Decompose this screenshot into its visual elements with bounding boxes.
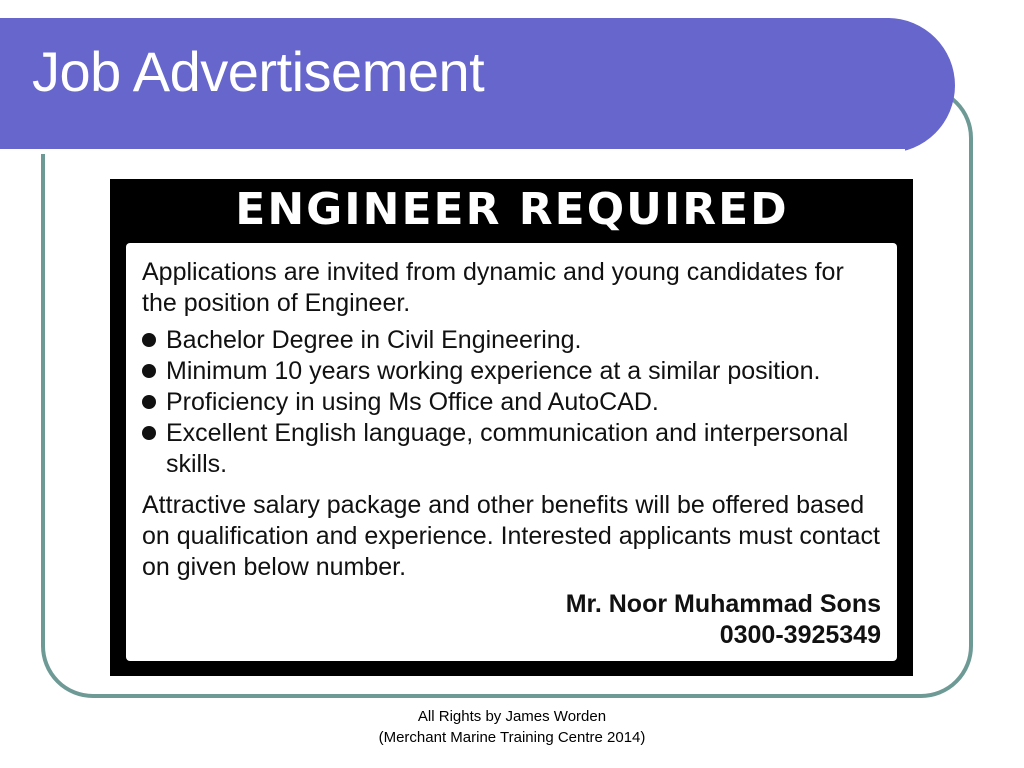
bullet-icon [142, 333, 156, 347]
slide-title: Job Advertisement [32, 40, 485, 103]
ad-body [126, 243, 897, 661]
bullet-icon [142, 395, 156, 409]
bullet-icon [142, 364, 156, 378]
requirement-text: Proficiency in using Ms Office and AutoCAD. [166, 388, 659, 416]
ad-headline: ENGINEER REQUIRED [235, 184, 789, 235]
contact-name: Mr. Noor Muhammad Sons [565, 590, 881, 618]
requirement-item [142, 418, 883, 480]
contact-block [566, 589, 881, 651]
footer-organization: (Merchant Marine Training Centre 2014) [378, 729, 646, 746]
requirement-item [142, 325, 883, 356]
contact-phone: 0300-3925349 [719, 621, 881, 649]
requirement-item [142, 356, 883, 387]
ad-intro: Applications are invited from dynamic and young candidates for the position of Engineer. [142, 258, 844, 317]
requirement-text: Excellent English language, communication and interpersonal skills. [166, 419, 849, 478]
bullet-icon [142, 426, 156, 440]
title-rule [0, 149, 905, 154]
requirement-item [142, 387, 883, 418]
footer [300, 706, 724, 748]
ad-closing: Attractive salary package and other benefits will be offered based on qualification and experience. Interested applicants must contact on given below number. [142, 491, 880, 581]
requirement-text: Bachelor Degree in Civil Engineering. [166, 326, 582, 354]
footer-copyright: All Rights by James Worden [417, 708, 607, 725]
requirements-list [142, 325, 883, 480]
requirement-text: Minimum 10 years working experience at a similar position. [166, 357, 821, 385]
